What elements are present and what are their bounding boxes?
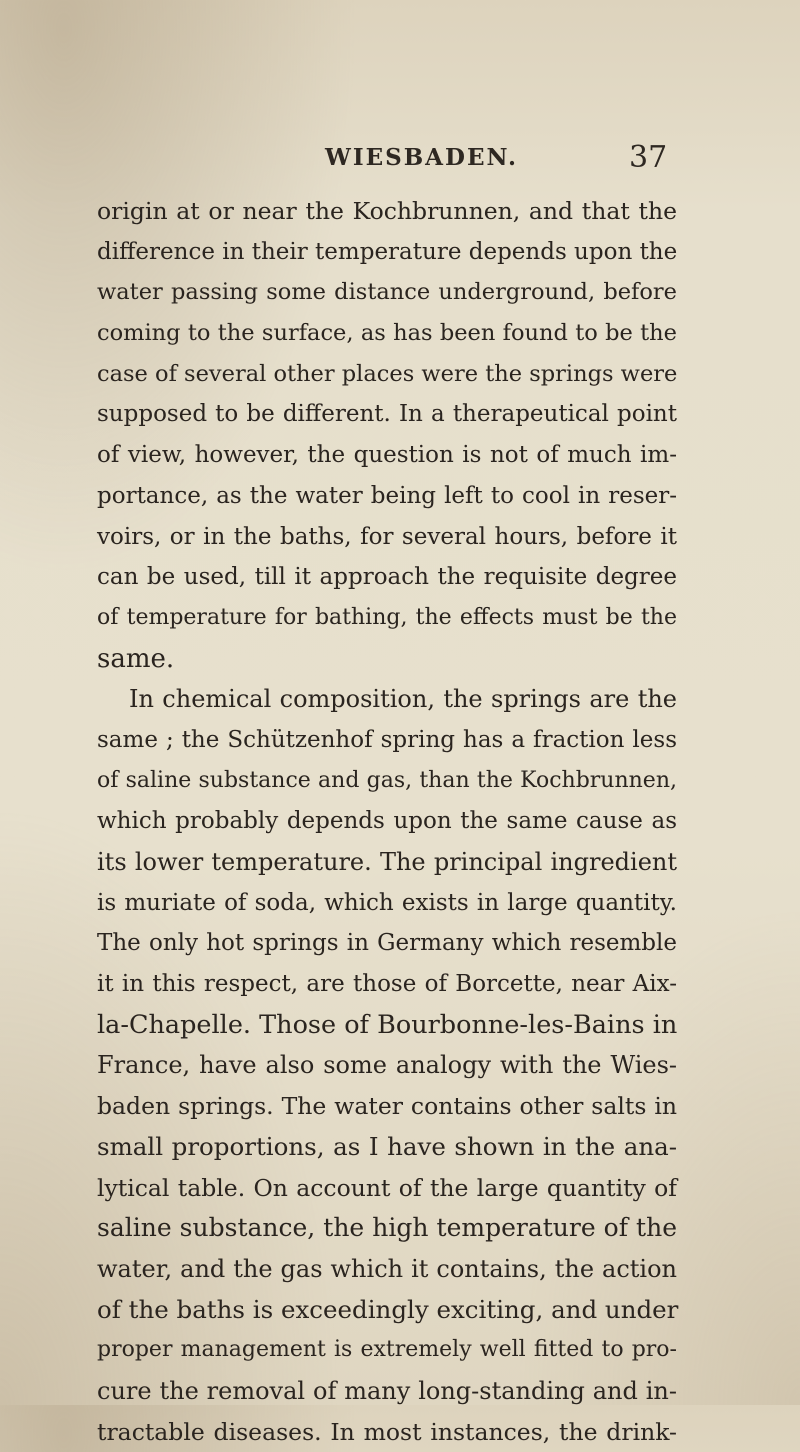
text-line: of the baths is exceedingly exciting, and under xyxy=(97,1294,679,1324)
text-line: proper management is extremely well fitted to pro- xyxy=(97,1337,677,1363)
text-line: lytical table. On account of the large quantity of xyxy=(97,1173,677,1202)
text-line: baden springs. The water contains other salts in xyxy=(97,1092,677,1121)
text-line: water passing some distance underground, before xyxy=(97,279,677,306)
text-line: of saline substance and gas, than the Kochbrunnen, xyxy=(97,767,677,793)
text-line: difference in their temperature depends upon the xyxy=(97,238,678,265)
text-line: it in this respect, are those of Borcette, near Aix- xyxy=(97,971,677,998)
text-line: tractable diseases. In most instances, the drink- xyxy=(97,1417,677,1446)
text-line: voirs, or in the baths, for several hours, before it xyxy=(97,523,677,550)
text-line: portance, as the water being left to cool in reser- xyxy=(97,482,677,509)
text-line: saline substance, the high temperature of the xyxy=(97,1213,677,1243)
text-line: origin at or near the Kochbrunnen, and that the xyxy=(97,197,677,225)
text-line: of view, however, the question is not of much im- xyxy=(97,442,677,469)
body-text xyxy=(97,191,677,1452)
text-line: is muriate of soda, which exists in large quantity. xyxy=(97,889,677,916)
text-line: France, have also some analogy with the Wies- xyxy=(97,1051,677,1080)
text-line: la-Chapelle. Those of Bourbonne-les-Bains in xyxy=(97,1009,678,1040)
text-line: which probably depends upon the same cause as xyxy=(97,808,677,835)
text-line: The only hot springs in Germany which resemble xyxy=(97,930,677,957)
text-line: In chemical composition, the springs are the xyxy=(129,685,677,714)
text-line: water, and the gas which it contains, the action xyxy=(97,1254,677,1283)
text-line: can be used, till it approach the requisite degree xyxy=(97,564,677,591)
text-line: supposed to be different. In a therapeutical point xyxy=(97,401,677,428)
text-line: cure the removal of many long-standing and in- xyxy=(97,1376,677,1405)
text-line: same. xyxy=(97,643,175,674)
text-line: same ; the Schützenhof spring has a fraction less xyxy=(97,726,677,753)
running-head xyxy=(0,140,800,180)
text-line: small proportions, as I have shown in the ana- xyxy=(97,1131,677,1161)
running-title: WIESBADEN. xyxy=(325,144,519,171)
text-line: case of several other places were the springs were xyxy=(97,360,678,387)
page-number: 37 xyxy=(629,140,668,175)
text-line: of temperature for bathing, the effects must be the xyxy=(97,604,677,630)
text-line: coming to the surface, as has been found to be the xyxy=(97,320,677,347)
text-line: its lower temperature. The principal ingredient xyxy=(97,848,677,876)
